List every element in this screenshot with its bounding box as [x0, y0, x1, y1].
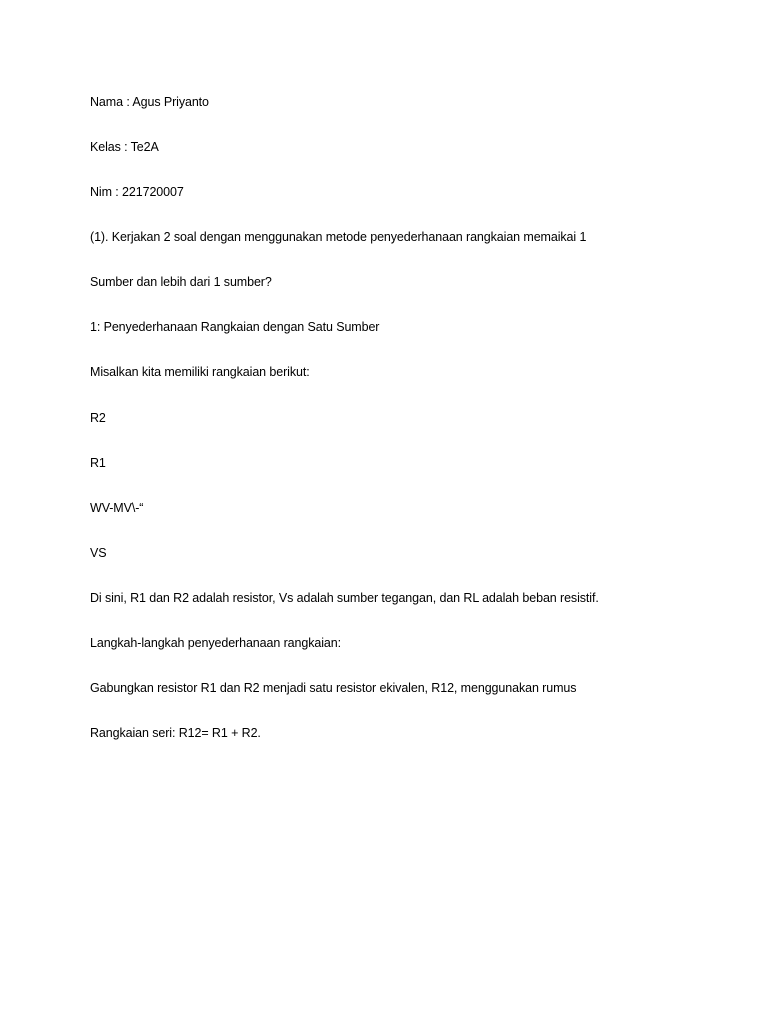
steps-heading: Langkah-langkah penyederhanaan rangkaian:	[90, 636, 341, 650]
circuit-label-r2: R2	[90, 411, 106, 425]
intro-line: Misalkan kita memiliki rangkaian berikut:	[90, 365, 310, 379]
formula-line: Rangkaian seri: R12= R1 + R2.	[90, 726, 261, 740]
circuit-label-r1: R1	[90, 456, 106, 470]
name-line: Nama : Agus Priyanto	[90, 95, 209, 109]
class-line: Kelas : Te2A	[90, 140, 159, 154]
step-line: Gabungkan resistor R1 dan R2 menjadi satu resistor ekivalen, R12, menggunakan rumus	[90, 681, 577, 695]
section-heading: 1: Penyederhanaan Rangkaian dengan Satu Sumber	[90, 320, 380, 334]
circuit-ocr-text: WV-MV\-“	[90, 501, 144, 515]
explanation-line: Di sini, R1 dan R2 adalah resistor, Vs adalah sumber tegangan, dan RL adalah beban resistif.	[90, 591, 599, 605]
question-line-2: Sumber dan lebih dari 1 sumber?	[90, 275, 272, 289]
circuit-label-vs: VS	[90, 546, 107, 560]
student-id-line: Nim : 221720007	[90, 185, 184, 199]
question-line-1: (1). Kerjakan 2 soal dengan menggunakan metode penyederhanaan rangkaian memaikai 1	[90, 230, 587, 244]
